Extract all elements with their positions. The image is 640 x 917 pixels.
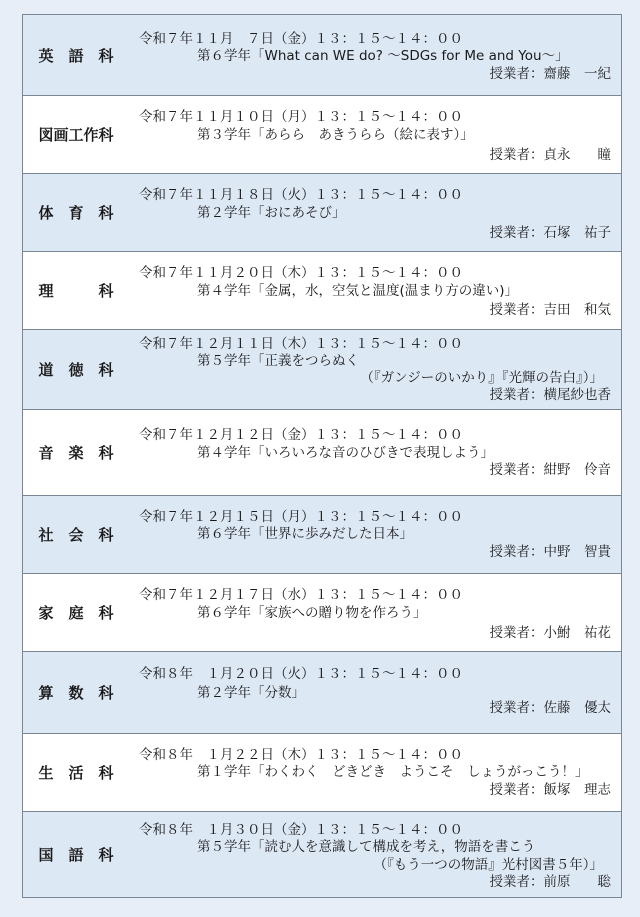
lesson-schedule-table	[22, 14, 622, 898]
subject-name: 図画工作科	[38, 126, 114, 144]
lesson-date-time: 令和７年１１月１０日（月）１３：１５～１４：００	[139, 109, 463, 125]
lesson-teacher: 授業者：齋藤 一紀	[489, 66, 611, 82]
lesson-title-continuation: （『もう一つの物語』光村図書５年）」	[373, 857, 603, 873]
lesson-grade-title: 第４学年「金属，水，空気と温度(温まり方の違い)」	[197, 283, 519, 299]
lesson-date-time: 令和７年１２月１５日（月）１３：１５～１４：００	[139, 509, 463, 525]
subject-name: 家 庭 科	[38, 604, 114, 622]
subject-name: 算 数 科	[38, 684, 114, 702]
lesson-row	[23, 734, 621, 812]
subject-name: 生 活 科	[38, 764, 114, 782]
lesson-grade-title: 第３学年「あらら あきうらら（絵に表す）」	[197, 127, 474, 143]
lesson-row	[23, 252, 621, 330]
lesson-details	[129, 410, 621, 495]
lesson-grade-title: 第２学年「おにあそび」	[197, 205, 346, 221]
lesson-grade-title: 第１学年「わくわく どきどき ようこそ しょうがっこう！」	[197, 764, 589, 780]
lesson-details	[129, 15, 621, 95]
lesson-row	[23, 812, 621, 898]
lesson-details	[129, 812, 621, 897]
lesson-date-time: 令和７年１１月２０日（木）１３：１５～１４：００	[139, 265, 463, 281]
subject-name: 社 会 科	[38, 526, 114, 544]
subject-name: 国 語 科	[38, 846, 114, 864]
lesson-grade-title: 第４学年「いろいろな音のひびきで表現しよう」	[197, 445, 494, 461]
lesson-date-time: 令和７年１２月１１日（木）１３：１５～１４：００	[139, 336, 463, 352]
lesson-details	[129, 252, 621, 329]
lesson-row	[23, 96, 621, 174]
lesson-row	[23, 652, 621, 734]
lesson-details	[129, 734, 621, 811]
lesson-date-time: 令和８年 １月２０日（火）１３：１５～１４：００	[139, 666, 463, 682]
lesson-title-continuation: （『ガンジーのいかり』『光輝の告白』）」	[360, 370, 603, 386]
lesson-row	[23, 574, 621, 652]
lesson-teacher: 授業者：小鮒 祐花	[489, 625, 611, 641]
lesson-details	[129, 652, 621, 733]
subject-name: 音 楽 科	[38, 444, 114, 462]
lesson-details	[129, 496, 621, 573]
subject-name: 英 語 科	[38, 46, 114, 65]
lesson-date-time: 令和７年１２月１７日（水）１３：１５～１４：００	[139, 587, 463, 603]
lesson-row	[23, 330, 621, 410]
lesson-teacher: 授業者：吉田 和気	[489, 302, 611, 318]
lesson-grade-title: 第５学年「正義をつらぬく	[197, 353, 359, 369]
lesson-teacher: 授業者：飯塚 理志	[489, 782, 611, 798]
lesson-date-time: 令和７年１１月１８日（火）１３：１５～１４：００	[139, 187, 463, 203]
subject-name: 理 科	[38, 282, 114, 300]
lesson-teacher: 授業者：前原 聡	[489, 874, 611, 890]
lesson-teacher: 授業者：中野 智貴	[489, 544, 611, 560]
lesson-date-time: 令和８年 １月２２日（木）１３：１５～１４：００	[139, 747, 463, 763]
lesson-details	[129, 174, 621, 251]
lesson-details	[129, 96, 621, 173]
lesson-date-time: 令和８年 １月３０日（金）１３：１５～１４：００	[139, 822, 463, 838]
lesson-details	[129, 574, 621, 651]
lesson-date-time: 令和７年１２月１２日（金）１３：１５～１４：００	[139, 427, 463, 443]
lesson-grade-title: 第６学年「家族への贈り物を作ろう」	[197, 605, 427, 621]
subject-name: 道 徳 科	[38, 361, 114, 379]
lesson-teacher: 授業者：紺野 伶音	[489, 462, 611, 478]
lesson-row	[23, 174, 621, 252]
lesson-teacher: 授業者：貞永 瞳	[489, 147, 611, 163]
lesson-teacher: 授業者：佐藤 優太	[489, 700, 611, 716]
lesson-grade-title: 第２学年「分数」	[197, 685, 305, 701]
lesson-grade-title: 第６学年「世界に歩みだした日本」	[197, 526, 413, 542]
lesson-grade-title: 第６学年「What can WE do? ～SDGs for Me and You～」	[197, 48, 569, 64]
lesson-teacher: 授業者：石塚 祐子	[489, 225, 611, 241]
lesson-row	[23, 496, 621, 574]
lesson-grade-title: 第５学年「読む人を意識して構成を考え，物語を書こう	[197, 839, 536, 855]
lesson-details	[129, 330, 621, 409]
lesson-teacher: 授業者：横尾紗也香	[489, 387, 611, 403]
lesson-row	[23, 410, 621, 496]
lesson-row	[23, 15, 621, 96]
lesson-date-time: 令和７年１１月 ７日（金）１３：１５～１４：００	[139, 31, 463, 47]
subject-name: 体 育 科	[38, 204, 114, 222]
